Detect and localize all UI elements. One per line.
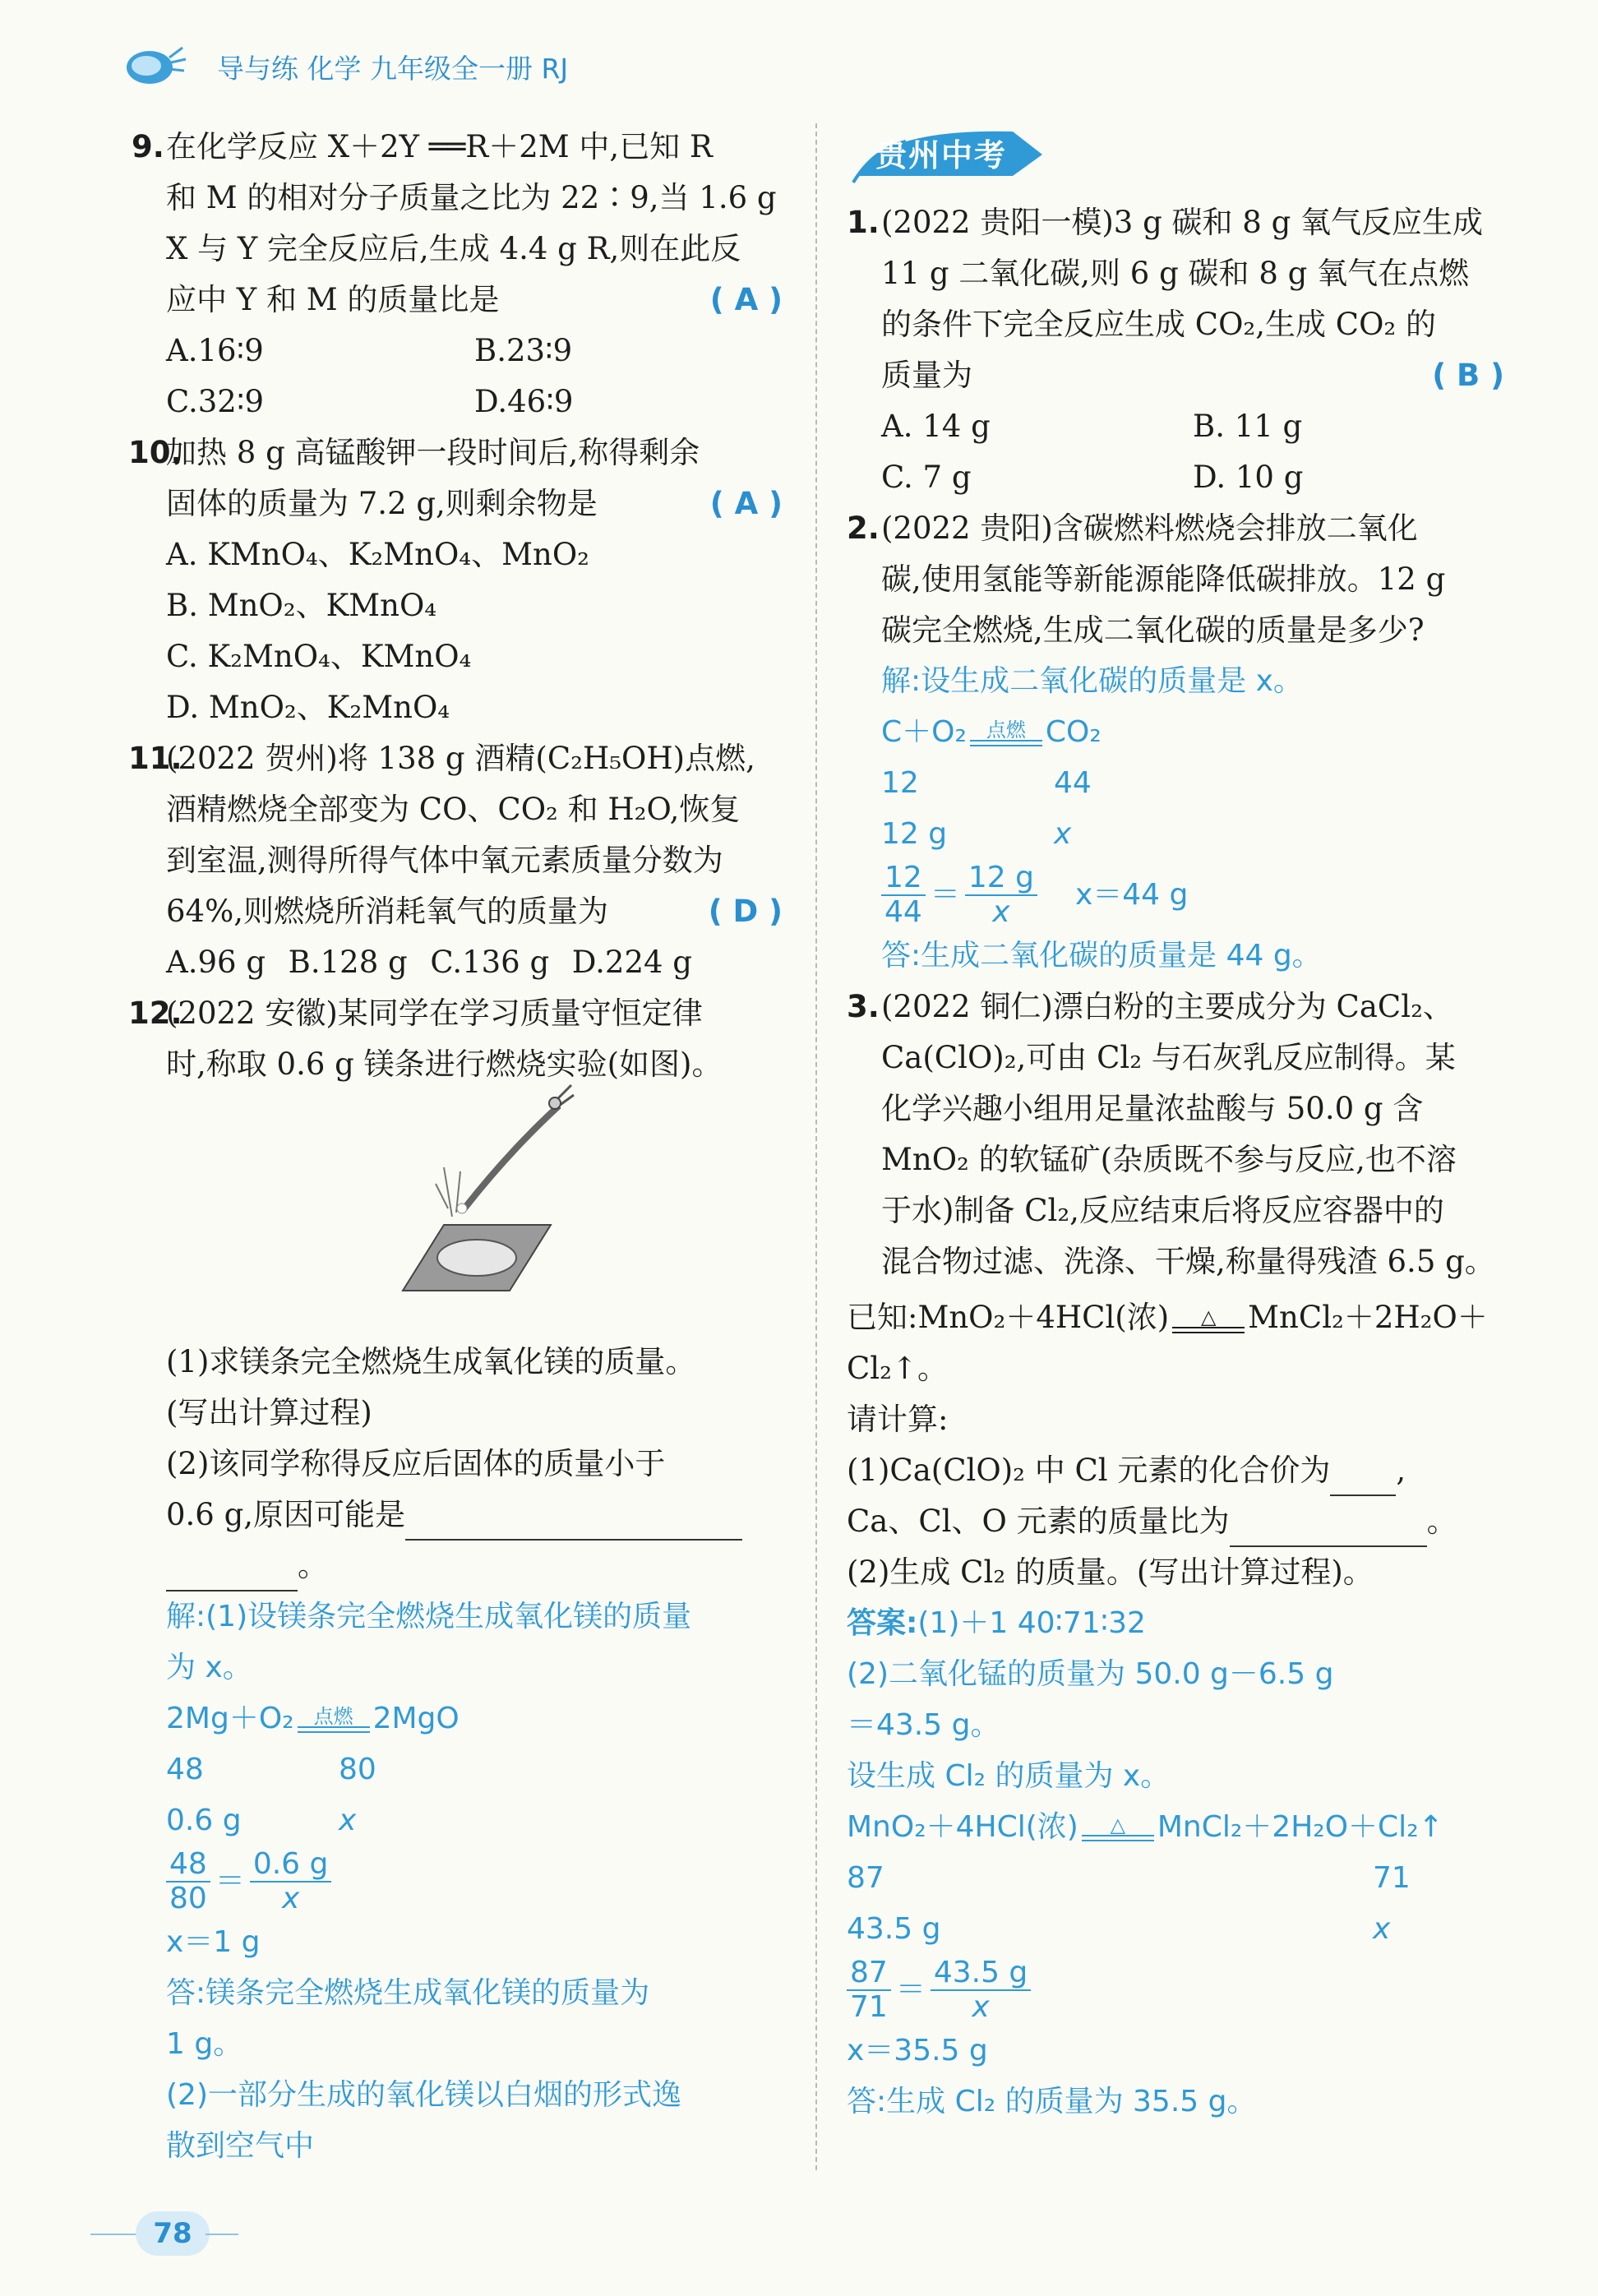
denominator: 44 (884, 895, 922, 929)
question-text-line (166, 886, 783, 937)
reaction-arrow (1082, 1815, 1154, 1841)
reaction-condition: 点燃 (313, 1705, 353, 1728)
unknown-value: x (339, 1804, 357, 1837)
solution-line: (2)二氧化锰的质量为 50.0 g－6.5 g (847, 1657, 1334, 1691)
question-3 (847, 982, 1504, 1287)
equation-reactants: MnO₂＋4HCl(浓) (847, 1810, 1078, 1844)
options-row (166, 326, 783, 377)
option-b: B.128 g (288, 945, 408, 980)
question-text: (2022 贵阳)含碳燃料燃烧会排放二氧化 (881, 510, 1418, 546)
question-text: 于水)制备 Cl₂,反应结束后将反应容器中的 (881, 1193, 1444, 1228)
column-divider (815, 123, 817, 2170)
mass-value: 43.5 g (847, 1912, 941, 1946)
header-title: 导与练 化学 九年级全一册 RJ (217, 53, 569, 85)
denominator: x (972, 1990, 990, 2024)
ratio-row (847, 1853, 1504, 1904)
question-text-line (881, 350, 1504, 401)
option-d: D. MnO₂、K₂MnO₄ (166, 690, 450, 725)
reaction-condition: 点燃 (986, 718, 1026, 741)
answer-choice: ( D ) (708, 894, 783, 929)
ratio-row (166, 1795, 783, 1846)
question-9 (132, 122, 783, 427)
mass-value: 12 g (881, 817, 948, 851)
sub-question: Ca、Cl、O 元素的质量比为 (847, 1504, 1230, 1539)
answer-line: 答:生成二氧化碳的质量是 44 g。 (881, 939, 1322, 972)
denominator: x (992, 895, 1010, 929)
punctuation: , (1396, 1453, 1406, 1488)
sub-question-line (847, 1445, 1504, 1496)
solution-line (847, 1598, 1504, 1649)
option-d: D.46∶9 (474, 384, 574, 419)
fraction (965, 862, 1037, 929)
question-number: 1. (847, 205, 880, 240)
reaction-arrow (1172, 1307, 1245, 1333)
equation-reactants: 2Mg＋O₂ (166, 1702, 294, 1735)
solution-line: 解:设生成二氧化碳的质量是 x。 (881, 664, 1303, 698)
answer-line: 答:镁条完全燃烧生成氧化镁的质量为 (166, 1976, 650, 2010)
equals-sign (298, 1726, 370, 1733)
question-number: 10. (128, 435, 182, 470)
options-row (881, 401, 1504, 452)
equation-products: MnCl₂＋2H₂O＋Cl₂↑ (1157, 1810, 1443, 1844)
equation-reactants: C＋O₂ (881, 715, 967, 749)
solution-line: 解:(1)设镁条完全燃烧生成氧化镁的质量 (166, 1600, 692, 1633)
fraction (250, 1848, 332, 1915)
known-equation (847, 1292, 1504, 1343)
question-text-line (166, 478, 783, 529)
question-text: (2022 铜仁)漂白粉的主要成分为 CaCl₂、 (881, 989, 1453, 1024)
equals-sign (1172, 1327, 1245, 1333)
equation-products: CO₂ (1045, 715, 1102, 749)
ratio-row (847, 1904, 1504, 1955)
option-c: C. 7 g (881, 460, 972, 495)
equals-sign (1082, 1835, 1154, 1841)
question-text: X 与 Y 完全反应后,生成 4.4 g R,则在此反 (166, 231, 741, 266)
denominator: x (281, 1882, 300, 1915)
chemical-equation (166, 1693, 783, 1744)
option-c: C. K₂MnO₄、KMnO₄ (166, 639, 472, 674)
equation-products: 2MgO (372, 1702, 460, 1735)
mass-value: 12 (881, 766, 919, 800)
answer-blank (405, 1539, 742, 1541)
numerator: 43.5 g (931, 1956, 1031, 1991)
sub-question: (1)Ca(ClO)₂ 中 Cl 元素的化合价为 (847, 1453, 1331, 1488)
question-text: 酒精燃烧全部变为 CO、CO₂ 和 H₂O,恢复 (166, 792, 741, 827)
answer-line: (2)一部分生成的氧化镁以白烟的形式逸 (166, 2078, 681, 2112)
publisher-logo-icon (122, 39, 187, 90)
question-text: 时,称取 0.6 g 镁条进行燃烧实验(如图)。 (166, 1046, 723, 1082)
mass-value: 0.6 g (166, 1804, 242, 1837)
question-text: 11 g 二氧化碳,则 6 g 碳和 8 g 氧气在点燃 (881, 256, 1470, 291)
answer-line: 1 g。 (166, 2027, 243, 2061)
proportion: $\frac{87}{71}$ ＝ $\frac{43.5 g}{x}$ (847, 1955, 1504, 2026)
equals-sign (970, 740, 1042, 746)
punctuation: 。 (298, 1548, 328, 1583)
solution-line: 为 x。 (166, 1651, 252, 1684)
right-column (847, 197, 1504, 2127)
fraction (166, 1848, 210, 1915)
reaction-arrow (970, 720, 1042, 746)
option-b: B. 11 g (1193, 409, 1303, 444)
prompt: 请计算: (847, 1402, 949, 1437)
result: x＝44 g (1074, 878, 1189, 912)
page-number-rule (90, 2234, 140, 2235)
chemical-equation (847, 1802, 1504, 1853)
answer-value: (1)＋1 40∶71∶32 (917, 1606, 1146, 1640)
question-text: (2022 贵阳一模)3 g 碳和 8 g 氧气反应生成 (881, 205, 1484, 240)
reaction-arrow (298, 1707, 370, 1733)
mass-value: 71 (1373, 1861, 1411, 1895)
section-badge: 贵州中考 (875, 137, 1008, 173)
question-11 (128, 733, 783, 988)
answer-line: 答:生成 Cl₂ 的质量为 35.5 g。 (847, 2085, 1257, 2118)
known-reactants: 已知:MnO₂＋4HCl(浓) (847, 1300, 1170, 1335)
question-text: 在化学反应 X＋2Y ══R＋2M 中,已知 R (166, 129, 713, 164)
ratio-row (166, 1744, 783, 1795)
sub-question-line (847, 1496, 1504, 1547)
question-text: 化学兴趣小组用足量浓盐酸与 50.0 g 含 (881, 1091, 1424, 1126)
denominator: 80 (169, 1882, 207, 1915)
options-row (166, 937, 692, 988)
option-b: B.23∶9 (474, 333, 573, 368)
question-text: (2022 安徽)某同学在学习质量守恒定律 (166, 996, 703, 1031)
fraction (847, 1956, 891, 2024)
option-b: B. MnO₂、KMnO₄ (166, 588, 437, 623)
option-a: A. KMnO₄、K₂MnO₄、MnO₂ (166, 537, 590, 572)
question-number: 9. (132, 129, 164, 164)
solution-line: ＝43.5 g。 (847, 1708, 1000, 1742)
answer-line: 散到空气中 (166, 2129, 315, 2163)
ratio-row (881, 809, 1504, 860)
question-text: 固体的质量为 7.2 g,则剩余物是 (166, 486, 598, 521)
sub-question: (2)该同学称得反应后固体的质量小于 (166, 1446, 666, 1481)
mass-value: 44 (1054, 766, 1092, 800)
sub-question-line (166, 1541, 783, 1591)
punctuation: 。 (1426, 1504, 1457, 1539)
numerator: 12 g (965, 862, 1037, 896)
question-text: Ca(ClO)₂,可由 Cl₂ 与石灰乳反应制得。某 (881, 1040, 1456, 1075)
unknown-value: x (1373, 1912, 1391, 1946)
question-text: 混合物过滤、洗涤、干燥,称量得残渣 6.5 g。 (881, 1244, 1495, 1279)
question-number: 12. (128, 996, 182, 1031)
sub-question: (1)求镁条完全燃烧生成氧化镁的质量。 (166, 1344, 696, 1379)
option-d: D.224 g (571, 945, 692, 980)
fraction (881, 862, 926, 929)
question-text: MnO₂ 的软锰矿(杂质既不参与反应,也不溶 (881, 1142, 1457, 1177)
result: x＝35.5 g (847, 2034, 988, 2067)
result: x＝1 g (166, 1925, 261, 1959)
option-c: C.136 g (430, 945, 550, 980)
question-text-line (166, 275, 783, 326)
question-number: 11. (128, 741, 182, 776)
numerator: 12 (881, 862, 926, 896)
question-10 (128, 427, 783, 733)
question-text: 应中 Y 和 M 的质量比是 (166, 282, 500, 317)
numerator: 48 (166, 1848, 210, 1883)
fraction (931, 1956, 1031, 2024)
sub-question-line (166, 1490, 783, 1541)
denominator: 71 (850, 1990, 888, 2024)
question-text: 64%,则燃烧所消耗氧气的质量为 (166, 894, 608, 929)
solution-line: 设生成 Cl₂ 的质量为 x。 (847, 1759, 1171, 1793)
answer-choice: ( A ) (709, 486, 783, 521)
chemical-equation (881, 707, 1504, 758)
question-text: 和 M 的相对分子质量之比为 22∶9,当 1.6 g (166, 180, 777, 215)
question-1 (847, 197, 1504, 503)
numerator: 0.6 g (250, 1848, 332, 1883)
question-text: (2022 贺州)将 138 g 酒精(C₂H₅OH)点燃, (166, 741, 755, 776)
mass-value: 80 (339, 1753, 376, 1786)
answer-choice: ( B ) (1432, 358, 1504, 393)
question-text: 的条件下完全反应生成 CO₂,生成 CO₂ 的 (881, 307, 1436, 342)
question-number: 3. (847, 989, 880, 1024)
unknown-value: x (1054, 817, 1072, 851)
sub-question: (写出计算过程) (166, 1395, 372, 1430)
option-c: C.32∶9 (166, 384, 265, 419)
question-text: 碳完全燃烧,生成二氧化碳的质量是多少? (881, 612, 1425, 648)
reaction-condition: △ (1200, 1305, 1217, 1328)
mass-value: 48 (166, 1753, 204, 1786)
question-number: 2. (847, 510, 880, 546)
page-number: 78 (136, 2211, 210, 2256)
proportion: $\frac{12}{44}$ ＝ $\frac{12 g}{x}$ x＝44 g (881, 860, 1504, 931)
question-text: 碳,使用氢能等新能源能降低碳排放。12 g (881, 561, 1446, 597)
ratio-row (881, 758, 1504, 809)
sub-question: 0.6 g,原因可能是 (166, 1497, 406, 1532)
solution (166, 1591, 783, 2172)
known-products: MnCl₂＋2H₂O＋ (1248, 1300, 1488, 1335)
experiment-figure (386, 1069, 575, 1299)
reaction-condition: △ (1110, 1813, 1126, 1836)
option-a: A. 14 g (881, 409, 991, 444)
page-number-rule (206, 2234, 238, 2235)
mass-value: 87 (847, 1861, 884, 1895)
options-row (881, 452, 1504, 503)
question-2 (847, 503, 1504, 982)
question-text: 到室温,测得所得气体中氧元素质量分数为 (166, 843, 723, 878)
option-a: A.96 g (166, 945, 266, 980)
proportion: $\frac{48}{80}$ ＝ $\frac{0.6 g}{x}$ (166, 1846, 783, 1917)
sub-question: (2)生成 Cl₂ 的质量。(写出计算过程)。 (847, 1555, 1374, 1590)
options-row (166, 377, 783, 427)
question-text: 加热 8 g 高锰酸钾一段时间后,称得剩余 (166, 435, 700, 470)
solution (847, 1598, 1504, 2127)
answer-choice: ( A ) (709, 282, 783, 317)
option-d: D. 10 g (1193, 460, 1304, 495)
solution (881, 656, 1504, 982)
question-text: 质量为 (881, 358, 972, 393)
numerator: 87 (847, 1956, 891, 1991)
option-a: A.16∶9 (166, 333, 264, 368)
answer-label: 答案: (847, 1606, 918, 1640)
known-equation-end: Cl₂↑。 (847, 1351, 948, 1386)
